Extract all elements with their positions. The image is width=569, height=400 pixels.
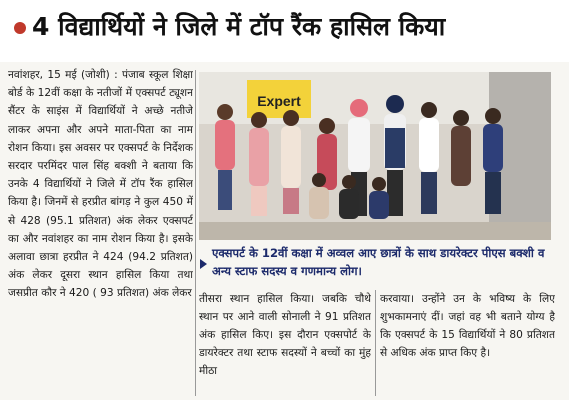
headline: 4 विद्यार्थियों ने जिले में टॉप रैंक हासिल किया (32, 12, 446, 41)
headline-bar (0, 0, 569, 62)
column-divider (195, 70, 196, 396)
caption-text: एक्सपर्ट के 12वीं कक्षा में अव्वल आए छात्रों के साथ डायरेक्टर पीएस बक्शी व अन्य स्टाफ सदस्य व गणमान्य लोग। (212, 246, 545, 278)
article-column-middle: तीसरा स्थान हासिल किया। जबकि चौथे स्थान पर आने वाली सोनाली ने 91 प्रतिशत अंक हासिल किए। इस दौरान एक्सपोर्ट के डायरेक्टर तथा स्टाफ सदस्यों ने बच्चों का मुंह मीठा (199, 293, 371, 377)
article-column-left: नवांशहर, 15 मई (जोशी) : पंजाब स्कूल शिक्षा बोर्ड के 12वीं कक्षा के नतीजों में एक्सपर्ट ट्यूशन सैंटर के साइंस में विद्यार्थियों ने अच्छे नतीजे लाकर अपना और अपने माता-पिता का नाम रोशन किया। इस अवसर पर एक्सपर्ट के निर्देशक सरदार परमिंदर पाल सिंह बक्शी ने बताया कि उनके 4 विद्यार्थियों ने जिले में टॉप रैंक हासिल किया है। जिनमें से हरप्रीत बांगड़ ने कुल 450 में से 428 (95.1 प्रतिशत) अंक लेकर एक्सपर्ट का और नवांशहर का नाम रोशन किया है। इसके अलावा छात्रा हरप्रीत ने 424 (94.2 प्रतिशत) अंक लेकर दूसरा स्थान हासिल किया तथा जसप्रीत कौर ने 420 ( 93 प्रतिशत) अंक लेकर (8, 69, 193, 300)
article-column-right: करवाया। उन्होंने उन के भविष्य के लिए शुभकामनाएं दीं। जहां वह भी बताने योग्य है कि एक्सपर्ट के 15 विद्यार्थियों ने 80 प्रतिशत से अधिक अंक प्राप्त किए है। (380, 293, 555, 359)
bullet-icon (14, 22, 26, 34)
photo-caption (200, 244, 555, 284)
group-photo (199, 72, 551, 240)
banner-text: Expert (257, 93, 301, 109)
group-photo-illustration (199, 72, 551, 240)
column-divider (375, 290, 376, 396)
caption-arrow-icon (200, 259, 207, 269)
